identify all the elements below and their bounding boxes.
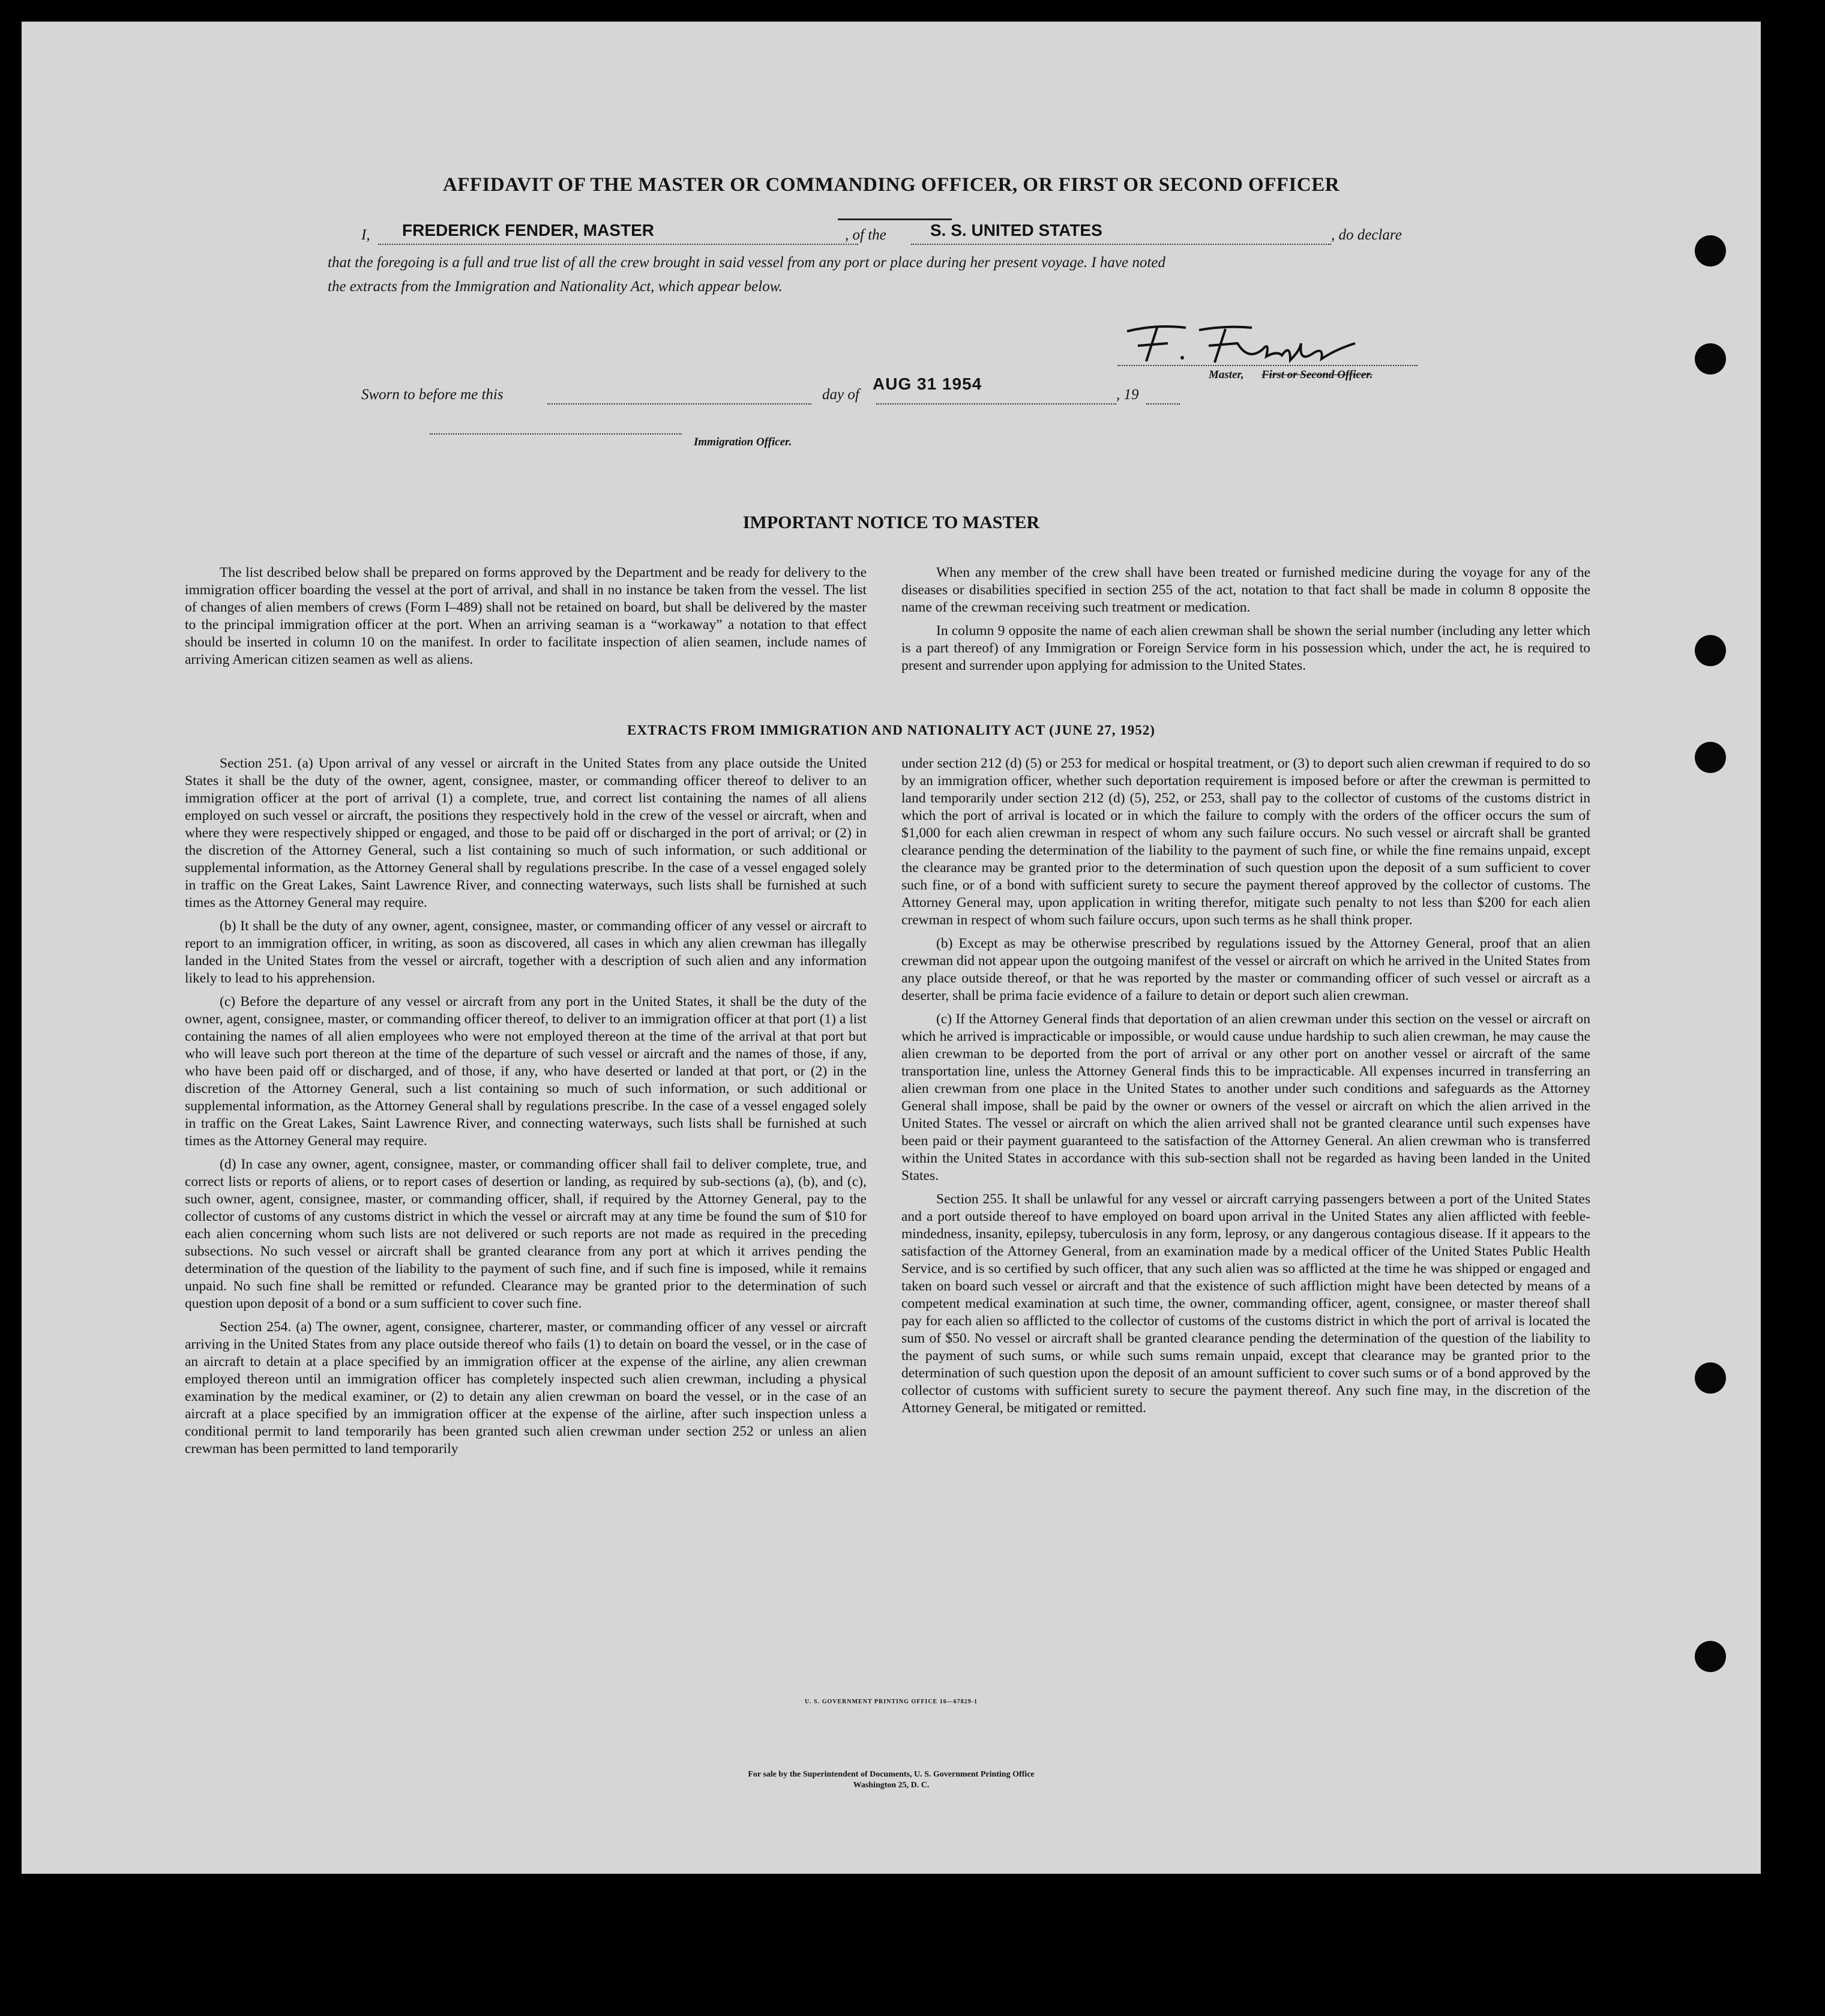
punch-hole bbox=[1695, 343, 1726, 375]
extract-paragraph: Section 254. (a) The owner, agent, consignee, charterer, master, or commanding officer of any vessel or aircraft arriving in the United States from any place outside thereof who fails (1) to detain on board the vessel, or in the case of an aircraft to detain at a place specified by an immigration officer at the expense of the airline, any alien crewman employed thereon until an immigration officer has completely inspected such alien crewman, including a physical examination by the medical examiner, or (2) to detain any alien crewman on board the vessel, or in the case of an aircraft at a place specified by an immigration officer at the expense of the airline, after such inspection unless a conditional permit to land temporarily has been granted such alien crewman under section 252 or unless an alien crewman has been permitted to land temporarily bbox=[185, 1319, 867, 1457]
notice-right-column bbox=[901, 564, 1590, 681]
extract-paragraph: (b) Except as may be otherwise prescribed by regulations issued by the Attorney General, proof that an alien crewman did not appear upon the outgoing manifest of the vessel or aircraft on which he arrived in the United States from any place outside thereof, or that he was reported by the master or commanding officer of such vessel or aircraft as a deserter, shall be prima facie evidence of a failure to detain or deport such alien crewman. bbox=[901, 936, 1590, 1003]
signature-blank bbox=[1117, 364, 1418, 366]
notice-paragraph: The list described below shall be prepared on forms approved by the Department and be ready for delivery to the immigration officer boarding the vessel at the port of arrival, and shall in no instance be taken from the vessel. The list of changes of alien members of crews (Form I–489) shall not be retained on board, but shall be delivered by the master to the principal immigration officer at the port. When an arriving seaman is a “workaway” a notation to that effect should be inserted in column 10 on the manifest. In order to facilitate inspection of alien seamen, include names of arriving American citizen seamen as well as aliens. bbox=[185, 565, 867, 667]
affidavit-declaration-line: that the foregoing is a full and true list of all the crew brought in said vessel from any port or place during her present voyage. I have noted bbox=[328, 254, 1165, 271]
punch-hole bbox=[1695, 742, 1726, 773]
extract-paragraph: under section 212 (d) (5) or 253 for medical or hospital treatment, or (3) to deport such alien crewman if required to do so by an immigration officer, whether such deportation requirement is imposed before or after the crewman is permitted to land temporarily under section 212 (d) (5), 252, or 253, shall pay to the collector of customs of the customs district in which the port of arrival is located or in which the failure to comply with the orders of the officer occurs the sum of $1,000 for each alien crewman in respect of whom any such failure occurs. No such vessel or aircraft shall be granted clearance pending the determination of the liability to the payment of such fine, or while the fine remains unpaid, except the clearance may be granted prior to the determination of such question upon the deposit of a sum sufficient to cover such fine, or of a bond with sufficient surety to secure the payment thereof approved by the collector of customs. The Attorney General may, upon application in writing therefor, mitigate such penalty to not less than $200 for each alien crewman in respect of whom such failure occurs, upon such terms as he shall think proper. bbox=[901, 756, 1590, 928]
punch-hole bbox=[1695, 1362, 1726, 1394]
affidavit-declaration-line: the extracts from the Immigration and Nationality Act, which appear below. bbox=[328, 278, 783, 295]
notice-heading: IMPORTANT NOTICE TO MASTER bbox=[742, 513, 1040, 532]
immigration-officer-blank bbox=[430, 432, 682, 435]
vessel-name: S. S. UNITED STATES bbox=[930, 221, 1102, 239]
of-the-label: , of the bbox=[845, 227, 886, 243]
year-blank bbox=[1146, 402, 1180, 405]
extracts-right-column bbox=[901, 755, 1590, 1423]
punch-hole bbox=[1695, 635, 1726, 666]
day-of-label: day of bbox=[822, 387, 859, 403]
do-declare-label: , do declare bbox=[1331, 227, 1402, 243]
signer-role-struck: First or Second Officer. bbox=[1261, 369, 1373, 381]
sworn-label: Sworn to before me this bbox=[361, 387, 504, 403]
year-label: , 19 bbox=[1116, 387, 1139, 403]
extract-paragraph: (c) Before the departure of any vessel or aircraft from any port in the United States, it shall be the duty of the owner, agent, consignee, master, or commanding officer thereof, to deliver to an immigration officer at that port (1) a list containing the names of all alien employees who were not employed thereon at the time of the arrival at that port but who will leave such port thereon at the time of the departure of such vessel or aircraft and the names of those, if any, who have been paid off or discharged, and of those, if any, who have deserted or landed at that port, or (2) in the discretion of the Attorney General, such a list containing so much of such information, or such additional or supplemental information, as the Attorney General shall by regulations prescribe. In the case of a vessel engaged solely in traffic on the Great Lakes, Saint Lawrence River, and connecting waterways, such lists shall be furnished at such times as the Attorney General may require. bbox=[185, 994, 867, 1149]
extract-paragraph: (d) In case any owner, agent, consignee, master, or commanding officer shall fail to deliver complete, true, and correct lists or reports of aliens, or to report cases of desertion or landing, as required by sub-sections (a), (b), and (c), such owner, agent, consignee, master, or commanding officer, shall, if required by the Attorney General, pay to the collector of customs of any customs district in which the vessel or aircraft may at any time be found the sum of $10 for each alien concerning whom such lists are not delivered or such reports are not made as required in the preceding subsections. No such vessel or aircraft shall be granted clearance from any port at which it arrives pending the determination of the question of the liability to the payment of such fine, and if such fine is imposed, while it remains unpaid. No such fine shall be remitted or refunded. Clearance may be granted prior to the determination of such question upon deposit of a bond or a sum sufficient to cover such fine. bbox=[185, 1157, 867, 1311]
affidavit-heading: AFFIDAVIT OF THE MASTER OR COMMANDING OFFICER, OR FIRST OR SECOND OFFICER bbox=[442, 174, 1340, 196]
extract-paragraph: (c) If the Attorney General finds that deportation of an alien crewman under this section on the vessel or aircraft on which he arrived is impracticable or impossible, or would cause undue hardship to such alien crewman, he may cause the alien crewman to be deported from the port of arrival or any other port on another vessel or aircraft of the same transportation line, unless the Attorney General finds this to be impracticable. All expenses incurred in transferring an alien crewman from one place in the United States to another under such conditions and safeguards as the Attorney General shall impose, shall be paid by the owner or owners of the vessel or aircraft on which the alien arrived in the United States. The vessel or aircraft on which the alien arrived shall not be granted clearance until such expenses have been paid or their payment guaranteed to the satisfaction of the Attorney General. An alien crewman who is transferred within the United States in accordance with this sub-section shall not be regarded as having been landed in the United States. bbox=[901, 1011, 1590, 1184]
punch-hole bbox=[1695, 1641, 1726, 1672]
notice-paragraph: When any member of the crew shall have been treated or furnished medicine during the voyage for any of the diseases or disabilities specified in section 255 of the act, notation to that fact shall be made in column 8 opposite the name of the crewman receiving such treatment or medication. bbox=[901, 565, 1590, 615]
sworn-month-blank bbox=[876, 402, 1116, 405]
for-sale-line: For sale by the Superintendent of Documents, U. S. Government Printing Office bbox=[748, 1770, 1035, 1779]
declarant-name: FREDERICK FENDER, MASTER bbox=[402, 221, 655, 239]
heading-rule bbox=[838, 218, 952, 220]
notice-left-column bbox=[185, 564, 867, 675]
extracts-heading: EXTRACTS FROM IMMIGRATION AND NATIONALITY ACT (JUNE 27, 1952) bbox=[627, 723, 1155, 738]
for-sale-line: Washington 25, D. C. bbox=[853, 1781, 930, 1790]
date-stamp: AUG 31 1954 bbox=[873, 375, 982, 393]
gpo-imprint: U. S. GOVERNMENT PRINTING OFFICE 16—67829-1 bbox=[804, 1699, 978, 1705]
extracts-left-column bbox=[185, 755, 867, 1464]
for-sale-notice bbox=[22, 1769, 1761, 1791]
signer-role-master: Master, bbox=[1209, 369, 1244, 381]
punch-hole bbox=[1695, 235, 1726, 266]
vessel-blank bbox=[911, 242, 1331, 245]
extract-paragraph: Section 255. It shall be unlawful for any vessel or aircraft carrying passengers between a port of the United States and a port outside thereof to have employed on board upon arrival in the United States any alien afflicted with feeble-mindedness, insanity, epilepsy, tuberculosis in any form, leprosy, or any dangerous contagious disease. If it appears to the satisfaction of the Attorney General, from an examination made by a medical officer of the United States Public Health Service, and is so certified by such officer, that any such alien was so afflicted at the time he was shipped or engaged and taken on board such vessel or aircraft and that the existence of such affliction might have been detected by means of a competent medical examination at such time, the owner, commanding officer, agent, consignee, or master thereof shall pay for each alien so afflicted to the collector of customs of the customs district in which the port of arrival is located the sum of $50. No vessel or aircraft shall be granted clearance pending the determination of the question of the liability to the payment of such sums, or while such sums remain unpaid, except that clearance may be granted prior to the determination of such question upon the deposit of an amount sufficient to cover such sums or of a bond approved by the collector of customs with sufficient surety to secure the payment thereof. Any such fine may, in the discretion of the Attorney General, be mitigated or remitted. bbox=[901, 1191, 1590, 1416]
declarant-blank bbox=[378, 242, 858, 245]
affidavit-i-label: I, bbox=[361, 227, 370, 243]
extract-paragraph: (b) It shall be the duty of any owner, agent, consignee, master, or commanding officer of any vessel or aircraft to report to an immigration officer, in writing, as soon as discovered, all cases in which any alien crewman has illegally landed in the United States from the vessel or aircraft, together with a description of such alien and any information likely to lead to his apprehension. bbox=[185, 918, 867, 986]
immigration-officer-label: Immigration Officer. bbox=[694, 436, 792, 448]
document-page bbox=[22, 22, 1761, 1874]
notice-paragraph: In column 9 opposite the name of each alien crewman shall be shown the serial number (including any letter which is a part thereof) of any Immigration or Foreign Service form in his possession which, under the act, he is required to present and surrender upon applying for admission to the United States. bbox=[901, 623, 1590, 673]
extract-paragraph: Section 251. (a) Upon arrival of any vessel or aircraft in the United States from any place outside the United States it shall be the duty of the owner, agent, consignee, master, or commanding officer thereof to deliver to an immigration officer at the port of arrival (1) a complete, true, and correct list containing the names of all aliens employed on such vessel or aircraft, the positions they respectively hold in the crew of the vessel or aircraft, when and where they were respectively shipped or engaged, and those to be paid off or discharged in the port of arrival; or (2) in the discretion of the Attorney General, such a list containing so much of such information, or such additional or supplemental information, as the Attorney General shall by regulations prescribe. In the case of a vessel engaged solely in traffic on the Great Lakes, Saint Lawrence River, and connecting waterways, such lists shall be furnished at such times as the Attorney General may require. bbox=[185, 756, 867, 910]
sworn-day-blank bbox=[547, 402, 811, 405]
